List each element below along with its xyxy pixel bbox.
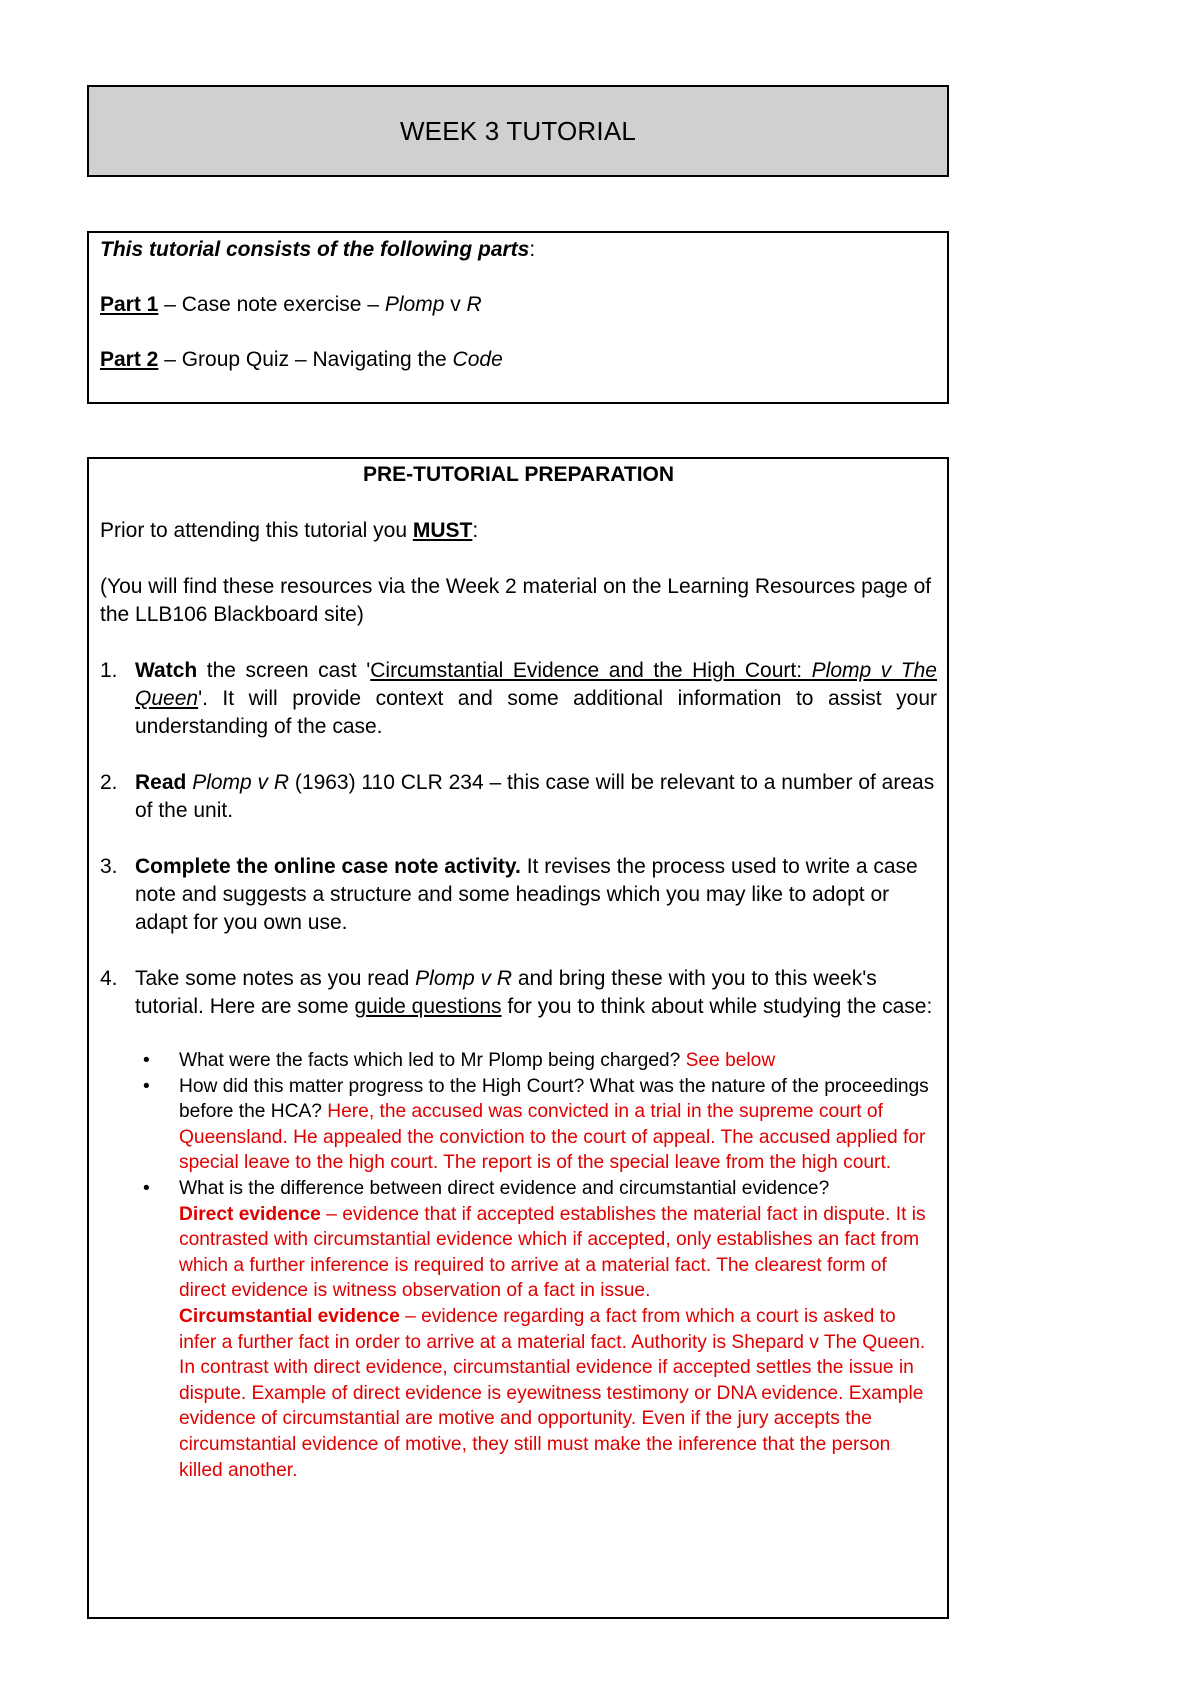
prior-line: Prior to attending this tutorial you MUST: — [100, 519, 479, 542]
list-item: 2. Read Plomp v R (1963) 110 CLR 234 – this case will be relevant to a number of areas of the unit. — [100, 771, 935, 822]
list-item: • How did this matter progress to the High Court? What was the nature of the proceedings before the HCA? Here, the accused was convicted in a trial in the supreme court of Queensland. He appealed the conviction to the court of appeal. The accused applied for special leave to the high court. The report is of the special leave from the high court. — [135, 1074, 937, 1176]
prep-heading: PRE-TUTORIAL PREPARATION — [362, 463, 675, 486]
list-item: • What were the facts which led to Mr Plomp being charged? See below — [135, 1048, 937, 1074]
task-list — [100, 657, 937, 1483]
list-item: • What is the difference between direct evidence and circumstantial evidence? Direct evidence – evidence that if accepted establishes the material fact in dispute. It is contrasted with circumstantial evidence which if accepted, only establishes an fact from which a further inference is required to arrive at a material fact. The clearest form of direct evidence is witness observation of a fact in issue. Circumstantial evidence – evidence regarding a fact from which a court is asked to infer a further fact in order to arrive at a material fact. Authority is Shepard v The Queen. In contrast with direct evidence, circumstantial evidence if accepted settles the issue in dispute. Example of direct evidence is eyewitness testimony or DNA evidence. Example evidence of circumstantial are motive and opportunity. Even if the jury accepts the circumstantial evidence of motive, they still must make the inference that the person killed another. — [135, 1176, 937, 1483]
resources-note: (You will find these resources via the Week 2 material on the Learning Resources page of the LLB106 Blackboard site) — [100, 575, 932, 626]
page-title: WEEK 3 TUTORIAL — [399, 115, 637, 146]
part-1-line: Part 1 – Case note exercise – Plomp v R — [100, 293, 482, 316]
parts-intro: This tutorial consists of the following parts: — [100, 238, 536, 261]
pre-tutorial-box — [87, 457, 949, 1619]
part-2-line: Part 2 – Group Quiz – Navigating the Code — [100, 348, 503, 371]
bullet-icon: • — [143, 1050, 150, 1071]
part-2-label: Part 2 — [100, 348, 159, 371]
title-box — [87, 85, 949, 177]
part-1-label: Part 1 — [100, 293, 159, 316]
guide-question-list — [135, 1048, 937, 1483]
screencast-link[interactable]: Circumstantial Evidence and the High Court: Plomp v The Queen — [135, 659, 937, 710]
list-item: 4. Take some notes as you read Plomp v R and bring these with you to this week's tutorial. Here are some guide questions for you to think about while studying the case: • What were the facts which led to Mr Plomp being charged? See below • How did this matter progress to the High Court? What was the nature of the proceedings before the HCA? Here, the accused was convicted in a trial in the supreme court of Queensland. He appealed the conviction to the court of appeal. The accused applied for special leave to the high court. The report is of the special leave from the high court. • What is the difference between direct evidence and circumstantial evidence? Direct evidence – evidence that if accepted establishes the material fact in dispute. It is contrasted with circumstantial evidence which if accepted, only establishes an fact from which a further inference is required to arrive at a material fact. The clearest form of direct evidence is witness observation of a fact in issue. Circumstantial evidence – evidence regarding a fact from which a court is asked to infer a further fact in order to arrive at a material fact. Authority is Shepard v The Queen. In contrast with direct evidence, circumstantial evidence if accepted settles the issue in dispute. Example of direct evidence is eyewitness testimony or DNA evidence. Example evidence of circumstantial are motive and opportunity. Even if the jury accepts the circumstantial evidence of motive, they still must make the inference that the person killed another. — [100, 965, 937, 1483]
parts-box — [87, 231, 949, 404]
guide-questions-link[interactable]: guide questions — [354, 995, 502, 1018]
list-item: 3. Complete the online case note activity. It revises the process used to write a case note and suggests a structure and some headings which you may like to adopt or adapt for you own use. — [100, 855, 918, 934]
bullet-icon: • — [143, 1177, 150, 1199]
must-emphasis: MUST — [412, 519, 473, 542]
list-item: 1. Watch the screen cast 'Circumstantial Evidence and the High Court: Plomp v The Queen'. It will provide context and some additional information to assist your understanding of the case. — [100, 659, 937, 738]
bullet-icon: • — [143, 1075, 150, 1097]
